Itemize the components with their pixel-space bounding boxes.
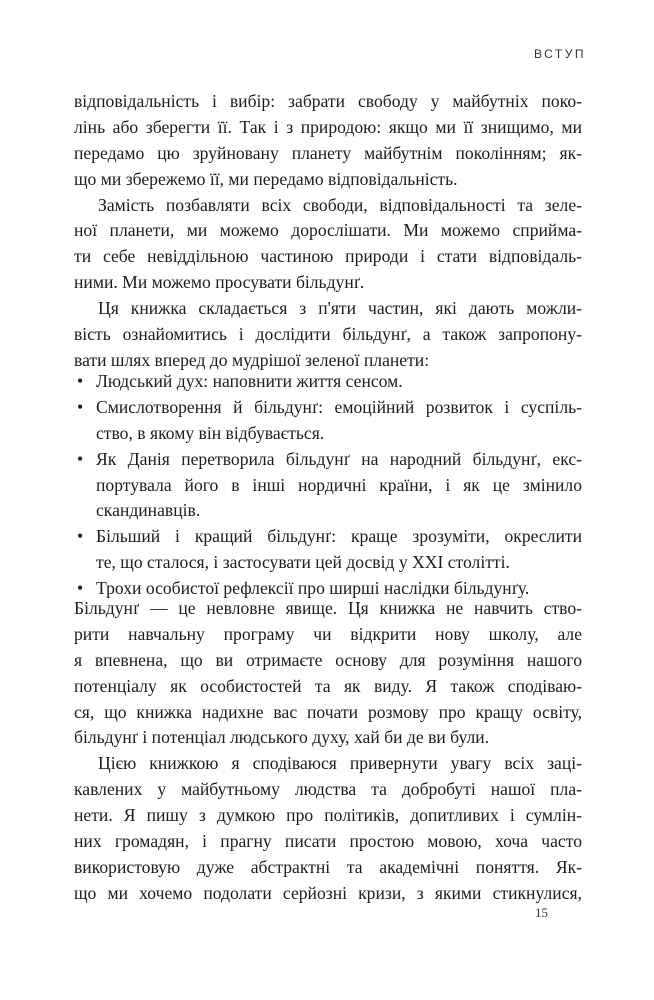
bullet-marker: • (77, 371, 84, 391)
text-line: ся, що книжка надихне вас почати розмову про кращу освіту, (74, 701, 582, 722)
text-line: вість ознайомитись і дослідити більдунґ, а також запропону- (74, 324, 582, 345)
bullet-text: Як Данія перетворила більдунґ на народний більдунґ, екс- (96, 448, 582, 469)
bullet-marker: • (77, 578, 84, 599)
text-line: ної планети, ми можемо дорослішати. Ми можемо сприйма- (74, 220, 582, 241)
paragraph-block-main (74, 596, 582, 907)
bullet-list (74, 369, 582, 602)
text-line: передамо цю зруйновану планету майбутнім поколінням; як- (74, 142, 582, 163)
bullet-text: ство, в якому він відбувається. (96, 422, 325, 443)
bullet-item-continuation (74, 550, 582, 576)
bullet-item-continuation (74, 498, 582, 524)
text-line: більдунґ і потенціал людського духу, хай би де ви були. (74, 727, 490, 748)
bullet-marker: • (77, 526, 84, 547)
page-number: 15 (535, 905, 548, 920)
text-line: Замість позбавляти всіх свободи, відповідальності та зеле- (98, 194, 582, 215)
text-line: відповідальність і вибір: забрати свободу у майбутніх поко- (74, 91, 582, 111)
bullet-item (74, 369, 582, 395)
bullet-item (74, 395, 582, 421)
bullet-text: скандинавців. (96, 500, 201, 521)
text-line: ти себе невіддільною частиною природи і стати відповідаль- (74, 246, 582, 267)
text-line: них громадян, і прагну писати простою мовою, хоча часто (74, 831, 582, 852)
bullet-item (74, 524, 582, 550)
text-line: ними. Ми можемо просувати більдунґ. (74, 272, 365, 293)
bullet-text: те, що сталося, і застосувати цей досвід у XXI столітті. (96, 552, 510, 573)
text-line: кавлених у майбутньому людства та добробуті нашої пла- (74, 779, 582, 800)
bullet-text: Трохи особистої рефлексії про ширші наслідки більдунґу. (96, 578, 530, 599)
text-line: я впевнена, що ви отримаєте основу для розуміння нашого (74, 649, 582, 670)
bullet-item (74, 447, 582, 473)
text-line: Цією книжкою я сподіваюся привернути увагу всіх заці- (98, 753, 582, 774)
text-line: Більдунґ — це невловне явище. Ця книжка не навчить ство- (74, 598, 582, 618)
text-line: лінь або зберегти її. Так і з природою: якщо ми її знищимо, ми (74, 116, 582, 137)
bullet-text: Людський дух: наповнити життя сенсом. (96, 371, 403, 391)
text-line: що ми збережемо її, ми передамо відповідальність. (74, 168, 458, 189)
bullet-item-continuation (74, 473, 582, 499)
text-line: потенціалу як особистостей та як виду. Я також сподіваю- (74, 675, 582, 696)
text-line: що ми хочемо подолати серйозні кризи, з якими стикнулися, (74, 882, 582, 903)
running-head: ВСТУП (534, 47, 586, 61)
bullet-marker: • (77, 448, 84, 469)
bullet-text: портувала його в інші нордичні країни, і як це змінило (96, 474, 582, 495)
paragraph-block-intro (74, 89, 582, 374)
text-line: вати шлях вперед до мудрішої зеленої планети: (74, 349, 430, 370)
text-line: використовую дуже абстрактні та академічні поняття. Як- (74, 856, 582, 877)
text-line: Ця книжка складається з п'яти частин, які дають можли- (98, 298, 582, 319)
bullet-marker: • (77, 396, 84, 417)
text-line: нети. Я пишу з думкою про політиків, допитливих і сумлін- (74, 805, 582, 826)
bullet-item-continuation (74, 421, 582, 447)
bullet-text: Більший і кращий більдунґ: краще зрозуміти, окреслити (96, 526, 582, 547)
bullet-text: Смислотворення й більдунґ: емоційний розвиток і суспіль- (96, 396, 582, 417)
text-line: рити навчальну програму чи відкрити нову школу, але (74, 623, 582, 644)
